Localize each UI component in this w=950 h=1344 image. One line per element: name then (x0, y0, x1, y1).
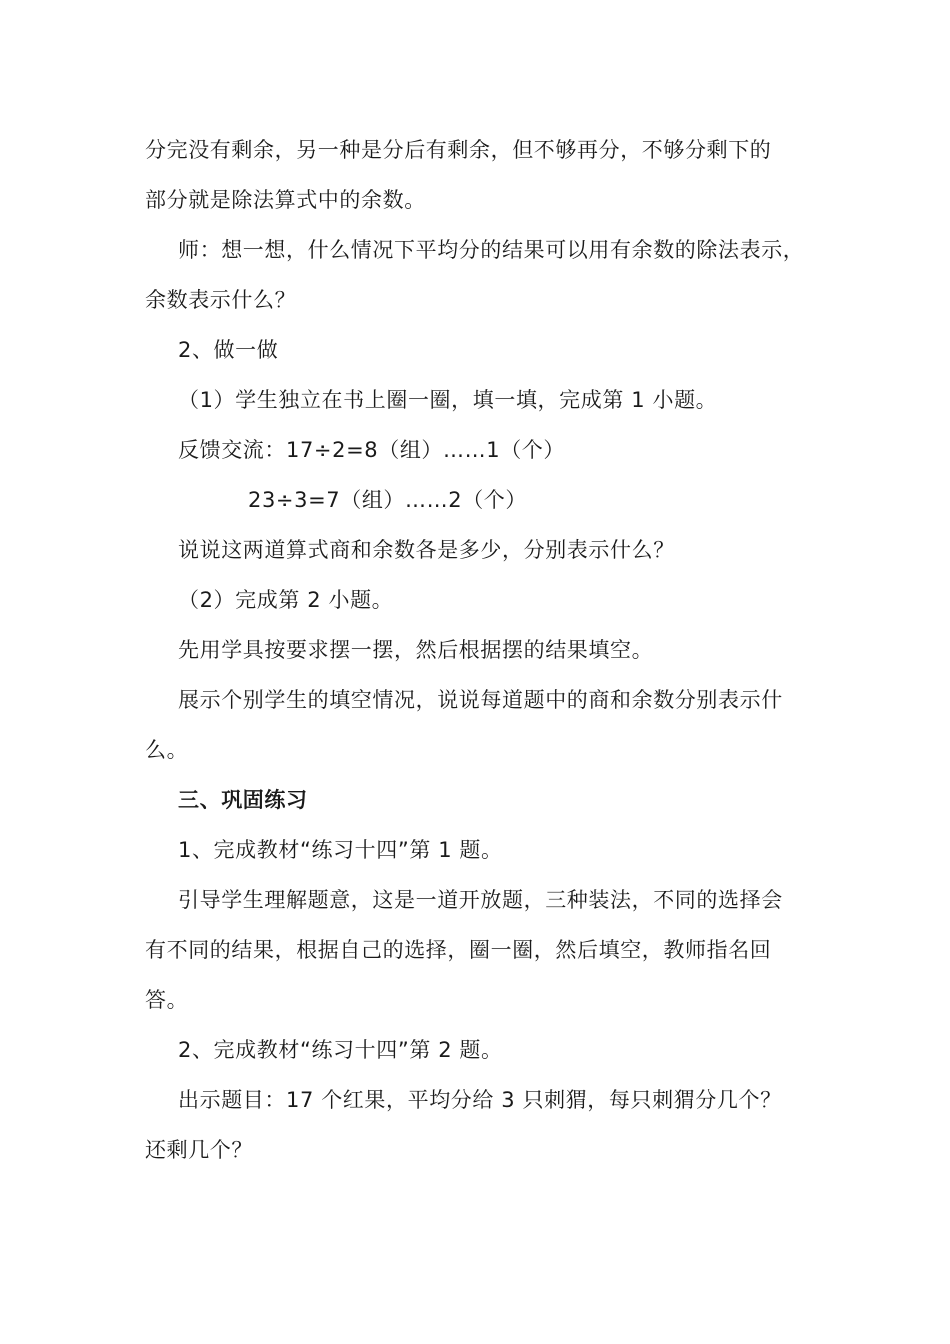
paragraph-line: 有不同的结果，根据自己的选择，圈一圈，然后填空，教师指名回 (145, 938, 772, 962)
section-heading: 三、巩固练习 (178, 788, 308, 812)
equation-line: 23÷3=7（组）……2（个） (248, 488, 527, 512)
equation-line: 反馈交流：17÷2=8（组）……1（个） (178, 438, 565, 462)
paragraph-line: 展示个别学生的填空情况，说说每道题中的商和余数分别表示什 (178, 688, 783, 712)
paragraph-line: 余数表示什么？ (145, 288, 297, 312)
paragraph-line: 先用学具按要求摆一摆，然后根据摆的结果填空。 (178, 638, 654, 662)
paragraph-line: 2、完成教材“练习十四”第 2 题。 (178, 1038, 503, 1062)
paragraph-line: 部分就是除法算式中的余数。 (145, 188, 426, 212)
paragraph-line: （2）完成第 2 小题。 (178, 588, 394, 612)
paragraph-line: 师：想一想，什么情况下平均分的结果可以用有余数的除法表示， (178, 238, 805, 262)
paragraph-line: 分完没有剩余，另一种是分后有剩余，但不够再分，不够分剩下的 (145, 138, 772, 162)
paragraph-line: 引导学生理解题意，这是一道开放题，三种装法，不同的选择会 (178, 888, 783, 912)
paragraph-line: 还剩几个？ (145, 1138, 253, 1162)
paragraph-line: 么。 (145, 738, 189, 762)
paragraph-line: 1、完成教材“练习十四”第 1 题。 (178, 838, 503, 862)
paragraph-line: （1）学生独立在书上圈一圈，填一填，完成第 1 小题。 (178, 388, 718, 412)
section-subheading: 2、做一做 (178, 338, 279, 362)
paragraph-line: 答。 (145, 988, 189, 1012)
paragraph-line: 说说这两道算式商和余数各是多少，分别表示什么？ (178, 538, 675, 562)
paragraph-line: 出示题目：17 个红果，平均分给 3 只刺猬，每只刺猬分几个？ (178, 1088, 782, 1112)
